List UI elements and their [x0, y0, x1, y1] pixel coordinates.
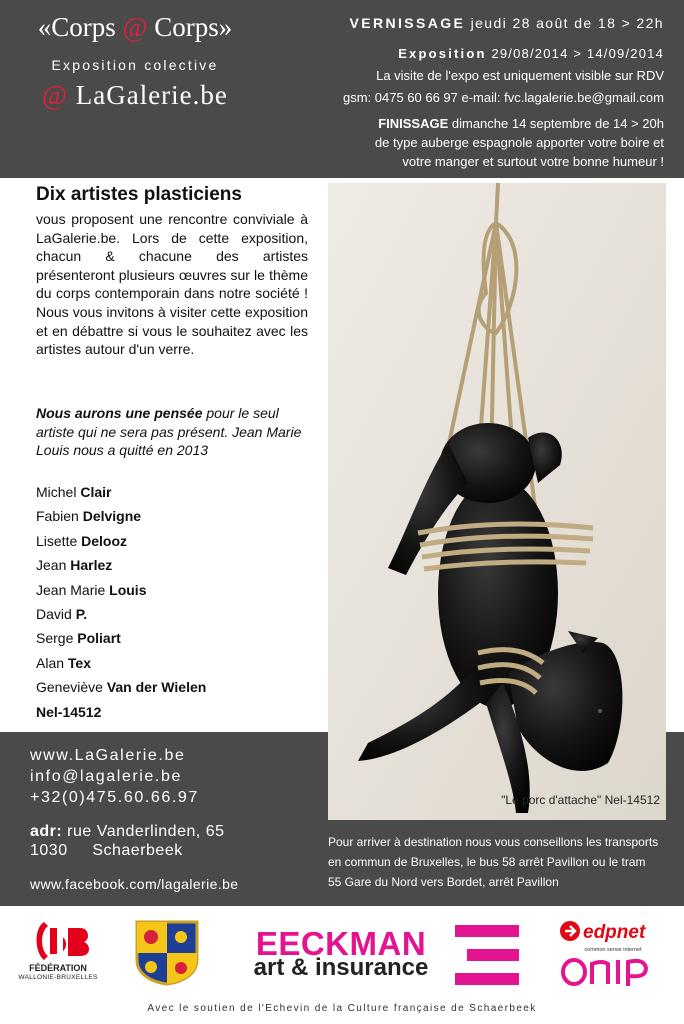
artist-item: Jean Marie Louis	[36, 581, 147, 598]
artist-item: Serge Poliart	[36, 630, 121, 647]
memorial-paragraph: Nous aurons une pensée pour le seul artiste qui ne sera pas présent. Jean Marie Louis nous a quitté en 2013	[36, 405, 302, 459]
artist-item: Michel Clair	[36, 484, 112, 500]
onip-logo-icon	[560, 956, 660, 988]
exhibition-title: «Corps @ Corps»	[37, 12, 233, 42]
artist-item: Geneviève Van der Wielen	[36, 679, 207, 696]
intro-heading: Dix artistes plasticiens	[36, 184, 242, 205]
address-line-1: adr: rue Vanderlinden, 65	[30, 823, 225, 840]
schaerbeek-coat-of-arms-icon	[135, 920, 199, 986]
fwb-logo-text: FÉDÉRATION WALLONIE-BRUXELLES	[18, 963, 98, 981]
contact-block	[30, 745, 199, 808]
eeckman-logo-title: EECKMAN	[255, 925, 427, 962]
gallery-name: @ LaGalerie.be	[42, 80, 228, 110]
email-link[interactable]: info@lagalerie.be	[30, 768, 182, 785]
address-line-2: 1030 Schaerbeek	[30, 842, 183, 859]
artist-item: Nel-14512	[36, 703, 102, 720]
hanging-pig-sculpture	[328, 183, 666, 820]
exhibition-subtitle: Exposition colective	[51, 57, 219, 73]
edpnet-tagline: common sense internet	[584, 947, 642, 953]
address-block	[30, 822, 225, 860]
finissage-line-2: de type auberge espagnole apporter votre boire et	[374, 135, 664, 150]
artist-item: Jean Harlez	[36, 557, 113, 574]
artwork-photo	[328, 183, 666, 820]
visit-note: La visite de l'expo est uniquement visible sur RDV	[376, 68, 664, 83]
finissage-line-3: votre manger et surtout votre bonne humeur !	[402, 154, 664, 169]
artist-item: David P.	[36, 605, 88, 622]
fwb-logo-icon	[30, 918, 90, 964]
finissage-line: FINISSAGE dimanche 14 septembre de 14 > 20h	[378, 116, 664, 131]
header-band	[0, 0, 684, 178]
artist-list	[36, 480, 206, 724]
eeckman-equals-icon	[455, 925, 519, 985]
vernissage-line: VERNISSAGE jeudi 28 août de 18 > 22h	[349, 15, 664, 31]
edpnet-logo-icon	[558, 919, 670, 947]
artwork-caption: "Le porc d'attache" Nel-14512	[501, 793, 660, 807]
artist-item: Alan Tex	[36, 654, 92, 671]
artist-item: Fabien Delvigne	[36, 508, 142, 525]
exposition-dates-line: Exposition 29/08/2014 > 14/09/2014	[398, 46, 664, 61]
support-footer: Avec le soutien de l'Echevin de la Culture française de Schaerbeek	[147, 1003, 537, 1014]
transport-info: Pour arriver à destination nous vous conseillons les transports en commun de Bruxelles, le bus 58 arrêt Pavillon ou le tram 55 Gare du Nord vers Bordet, arrêt Pavillon	[328, 835, 659, 889]
phone-number: +32(0)475.60.66.97	[30, 789, 199, 806]
eeckman-logo-subtitle: art & insurance	[253, 954, 429, 981]
facebook-link[interactable]: www.facebook.com/lagalerie.be	[30, 876, 239, 892]
svg-text:edpnet: edpnet	[583, 922, 646, 943]
contact-line: gsm: 0475 60 66 97 e-mail: fvc.lagalerie.be@gmail.com	[342, 90, 664, 105]
intro-paragraph: vous proposent une rencontre conviviale à LaGalerie.be. Lors de cette exposition, chacun & chacune des artistes présenteront plusieurs œuvres sur le thème du corps contemporain dans notre société ! Nous vous invitons à visiter cette exposition et en débattre si vous le souhaitez avec les artistes autour d'un verre.	[36, 211, 308, 358]
artist-item: Lisette Delooz	[36, 532, 128, 549]
website-link[interactable]: www.LaGalerie.be	[30, 747, 186, 764]
